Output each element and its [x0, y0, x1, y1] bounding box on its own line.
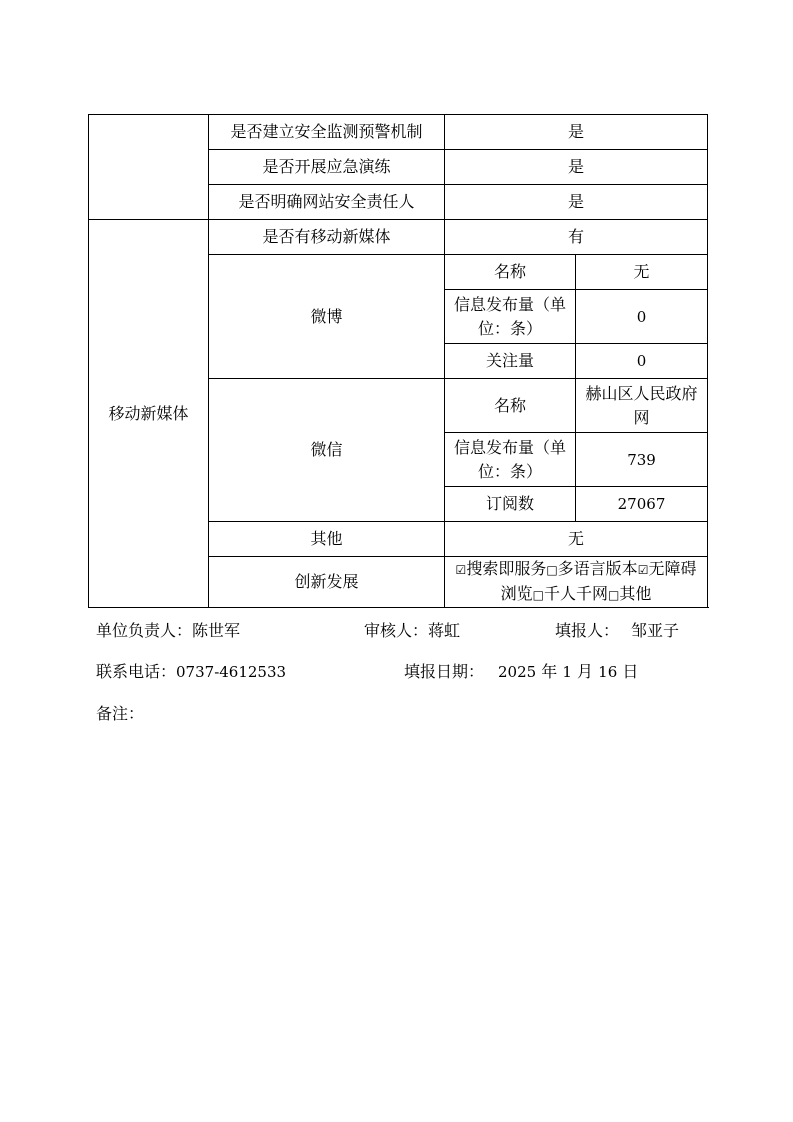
innovation-options [445, 557, 708, 608]
security-label: 是否开展应急演练 [209, 150, 445, 185]
mobile-section-label: 移动新媒体 [89, 220, 209, 608]
option-label: 搜索即服务 [466, 559, 547, 578]
option-checkbox[interactable]: ☑ [455, 563, 467, 577]
wechat-subs-value: 27067 [576, 487, 708, 522]
option-label: 无障碍浏览 [500, 559, 697, 603]
remarks-label: 备注： [96, 704, 145, 723]
weibo-followers-value: 0 [576, 344, 708, 379]
date-day: 16 [598, 663, 618, 681]
phone-number: 0737-4612533 [176, 663, 287, 681]
other-media-value: 无 [445, 522, 708, 557]
weibo-posts-label: 信息发布量（单位：条） [445, 290, 576, 344]
phone-line [96, 661, 286, 683]
wechat-label: 微信 [209, 379, 445, 522]
phone-label: 联系电话： [96, 662, 177, 681]
remarks-line [96, 703, 144, 725]
innovation-label: 创新发展 [209, 557, 445, 608]
date-month: 1 [562, 663, 572, 681]
year-char: 年 [541, 662, 558, 681]
date-line [404, 661, 638, 683]
unit-head-name: 陈世军 [192, 621, 241, 640]
reviewer-line [364, 620, 460, 642]
security-label: 是否建立安全监测预警机制 [209, 115, 445, 150]
option-checkbox[interactable]: □ [532, 588, 544, 602]
filler-name: 邹亚子 [631, 621, 680, 640]
weibo-name-value: 无 [576, 255, 708, 290]
wechat-posts-value: 739 [576, 433, 708, 487]
option-label: 千人千网 [544, 584, 609, 603]
filler-label: 填报人： [555, 621, 620, 640]
wechat-name-label: 名称 [445, 379, 576, 433]
option-checkbox[interactable]: □ [608, 588, 620, 602]
has-mobile-label: 是否有移动新媒体 [209, 220, 445, 255]
wechat-posts-label: 信息发布量（单位：条） [445, 433, 576, 487]
other-media-label: 其他 [209, 522, 445, 557]
security-label: 是否明确网站安全责任人 [209, 185, 445, 220]
month-char: 月 [577, 662, 594, 681]
date-year: 2025 [498, 663, 537, 681]
unit-head-line [96, 620, 240, 642]
reviewer-name: 蒋虹 [428, 621, 461, 640]
security-value: 是 [445, 115, 708, 150]
weibo-label: 微博 [209, 255, 445, 379]
report-table [88, 114, 708, 608]
weibo-posts-value: 0 [576, 290, 708, 344]
wechat-subs-label: 订阅数 [445, 487, 576, 522]
day-char: 日 [622, 662, 639, 681]
weibo-followers-label: 关注量 [445, 344, 576, 379]
unit-head-label: 单位负责人： [96, 621, 193, 640]
option-checkbox[interactable]: ☑ [637, 563, 649, 577]
security-value: 是 [445, 150, 708, 185]
option-checkbox[interactable]: □ [546, 563, 558, 577]
option-label: 多语言版本 [557, 559, 638, 578]
filler-line [555, 620, 679, 642]
wechat-name-value: 赫山区人民政府网 [576, 379, 708, 433]
reviewer-label: 审核人： [364, 621, 429, 640]
security-section-cell [89, 115, 209, 220]
security-value: 是 [445, 185, 708, 220]
option-label: 其他 [619, 584, 652, 603]
has-mobile-value: 有 [445, 220, 708, 255]
weibo-name-label: 名称 [445, 255, 576, 290]
date-label: 填报日期： [404, 662, 485, 681]
